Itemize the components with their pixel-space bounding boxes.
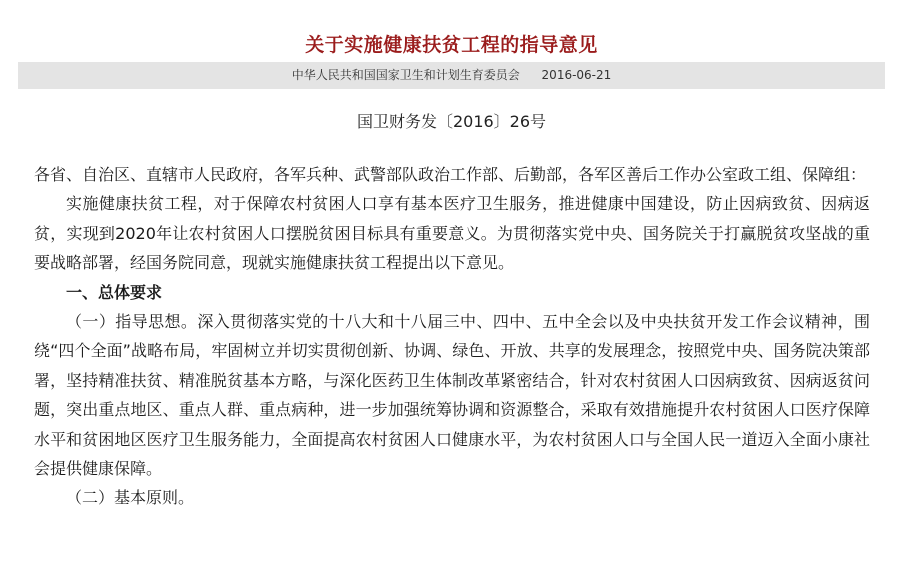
document-title: 关于实施健康扶贫工程的指导意见 (305, 34, 598, 56)
publisher: 中华人民共和国国家卫生和计划生育委员会 (291, 68, 520, 82)
guiding-thought-paragraph: （一）指导思想。深入贯彻落实党的十八大和十八届三中、四中、五中全会以及中央扶贫开发工作会议精神，围绕“四个全面”战略布局，牢固树立并切实贯彻创新、协调、绿色、开放、共享的发展理念，按照党中央、国务院决策部署，坚持精准扶贫、精准脱贫基本方略，与深化医药卫生体制改革紧密结合，针对农村贫困人口因病致贫、因病返贫问题，突出重点地区、重点人群、重点病种，进一步加强统筹协调和资源整合，采取有效措施提升农村贫困人口医疗保障水平和贫困地区医疗卫生服务能力，全面提高农村贫困人口健康水平，为农村贫困人口与全国人民一道迈入全面小康社会提供健康保障。 (34, 312, 870, 479)
document-body (34, 160, 870, 513)
intro-paragraph: 实施健康扶贫工程，对于保障农村贫困人口享有基本医疗卫生服务，推进健康中国建设，防止因病致贫、因病返贫，实现到2020年让农村贫困人口摆脱贫困目标具有重要意义。为贯彻落实党中央、国务院关于打赢脱贫攻坚战的重要战略部署，经国务院同意，现就实施健康扶贫工程提出以下意见。 (34, 194, 870, 273)
basic-principles-paragraph: （二）基本原则。 (66, 488, 195, 508)
addressee-paragraph: 各省、自治区、直辖市人民政府，各军兵种、武警部队政治工作部、后勤部，各军区善后工作办公室政工组、保障组： (34, 165, 867, 184)
document-number: 国卫财务发〔2016〕26号 (356, 112, 547, 131)
section-heading: 一、总体要求 (66, 282, 163, 302)
publish-date: 2016-06-21 (541, 68, 612, 82)
meta-bar (18, 62, 885, 89)
